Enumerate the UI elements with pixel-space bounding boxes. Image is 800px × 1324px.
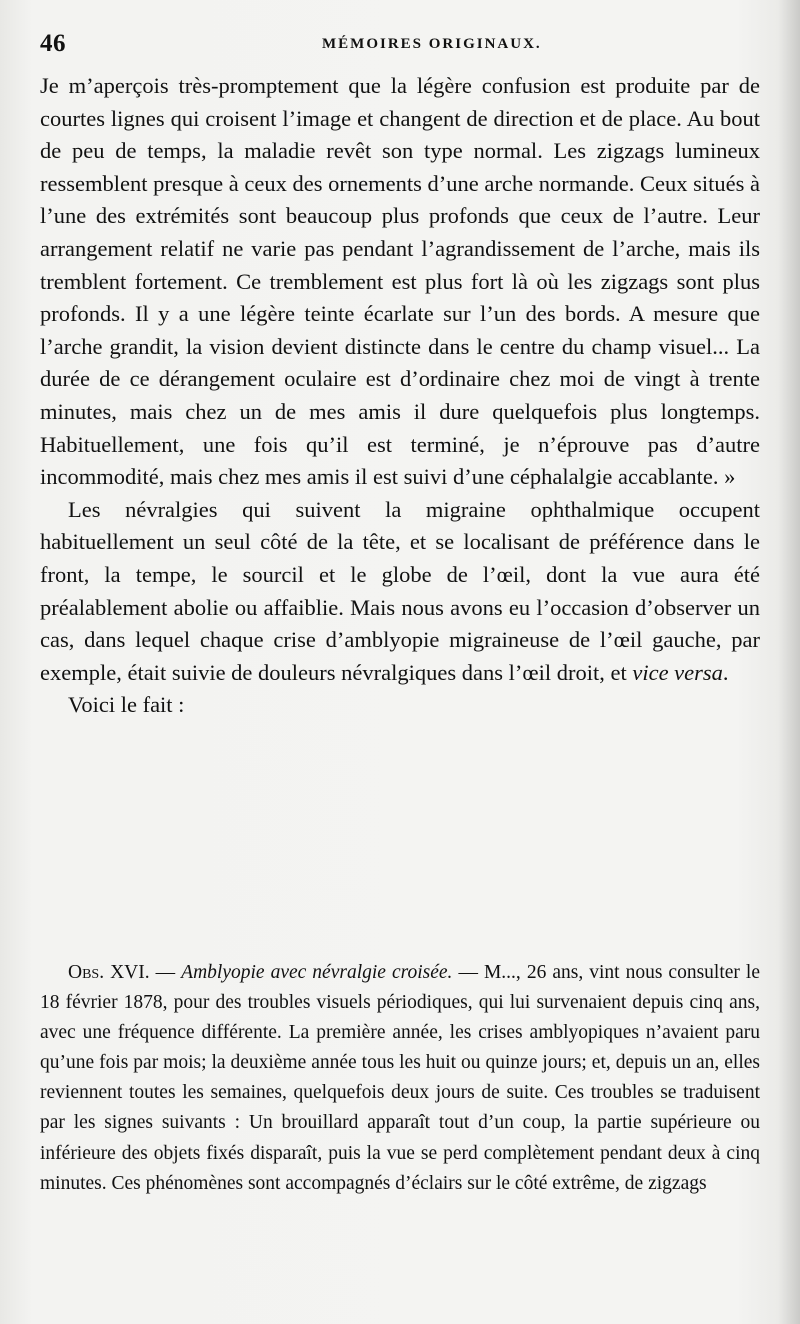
page-header bbox=[40, 30, 760, 64]
observation-dash: — bbox=[149, 962, 182, 983]
running-title: MÉMOIRES ORIGINAUX. bbox=[322, 36, 542, 52]
observation-block bbox=[40, 958, 760, 1199]
vice-versa-text: vice versa bbox=[632, 659, 723, 685]
observation-paragraph bbox=[40, 958, 760, 1199]
neuralgia-paragraph-text: Les névralgies qui suivent la migraine ophthalmique occupent habituellement un seul côté de la tête, et se localisant de préférence dans le front, la tempe, le sourcil et le globe de l’œil, dont la vue aura été préalablement abolie ou affaiblie. Mais nous avons eu l’occasion d’observer un cas, dans lequel chaque crise d’amblyopie migraineuse de l’œil gauche, par exemple, était suivie de douleurs névralgiques dans l’œil droit, et bbox=[40, 496, 760, 685]
main-text bbox=[40, 70, 760, 722]
neuralgia-paragraph bbox=[40, 494, 760, 690]
observation-label: Obs. XVI. bbox=[68, 962, 150, 983]
observation-body: — M..., 26 ans, vint nous consulter le 18 février 1878, pour des troubles visuels périodiques, qui lui survenaient depuis cinq ans, avec une fréquence différente. La première année, les crises amblyopiques n’avaient paru qu’une fois par mois; la deuxième année tous les huit ou quinze jours; et, depuis un an, elles reviennent toutes les semaines, quelquefois deux jours de suite. Ces troubles se traduisent par les signes suivants : Un brouillard apparaît tout d’un coup, la partie supérieure ou inférieure des objets fixés disparaît, puis la vue se perd complètement pendant deux à cinq minutes. Ces phénomènes sont accompagnés d’éclairs sur le côté extrême, de zigzags bbox=[40, 962, 760, 1194]
observation-title: Amblyopie avec névralgie croisée. bbox=[181, 962, 453, 983]
neuralgia-paragraph-end: . bbox=[722, 659, 729, 685]
intro-case-line: Voici le fait : bbox=[68, 692, 185, 718]
page-edge-shadow bbox=[778, 0, 800, 1324]
page-number: 46 bbox=[40, 30, 66, 57]
quoted-paragraph: Je m’aperçois très-promptement que la légère confusion est produite par de courtes lignes qui croisent l’image et changent de direction et de place. Au bout de peu de temps, la maladie revêt son type normal. Les zigzags lumineux ressemblent presque à ceux des ornements d’une arche normande. Ceux situés à l’une des extrémités sont beaucoup plus profonds que ceux de l’autre. Leur arrangement relatif ne varie pas pendant l’agrandissement de l’arche, mais ils tremblent fortement. Ce tremblement est plus fort là où les zigzags sont plus profonds. Il y a une légère teinte écarlate sur l’un des bords. A mesure que l’arche grandit, la vision devient distincte dans le centre du champ visuel... La durée de ce dérangement oculaire est d’ordinaire chez moi de vingt à trente minutes, mais chez un de mes amis il dure quelquefois plus longtemps. Habituellement, une fois qu’il est terminé, je n’éprouve pas d’autre incommodité, mais chez mes amis il est suivi d’une céphalalgie accablante. » bbox=[40, 73, 760, 490]
